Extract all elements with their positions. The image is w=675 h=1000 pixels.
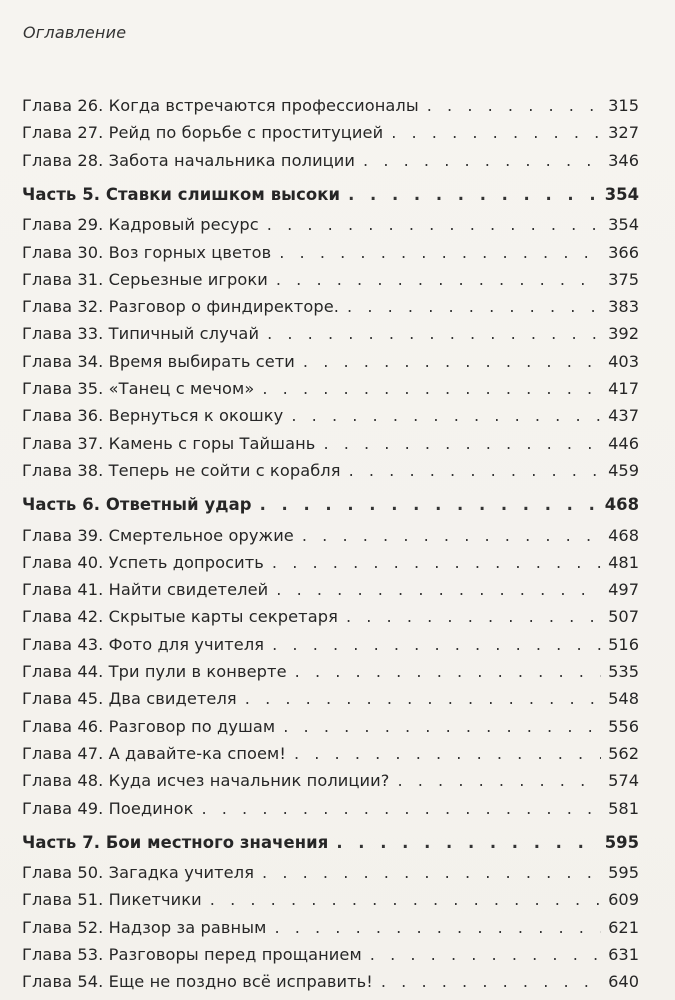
toc-entry-ch31 [22, 261, 639, 288]
entry-title: Глава 38. Теперь не сойти с корабля [22, 460, 341, 480]
entry-title: Глава 46. Разговор по душам [22, 716, 276, 736]
entry-page-number: 609 [608, 890, 639, 910]
entry-title: Глава 30. Воз горных цветов [22, 242, 272, 262]
dot-leader [381, 974, 601, 990]
entry-page-number: 516 [608, 634, 639, 654]
toc-entry-ch40 [22, 544, 639, 571]
dot-leader [274, 920, 601, 936]
entry-page-number: 446 [608, 433, 639, 453]
part-page-number: 595 [604, 832, 639, 852]
entry-page-number: 631 [608, 945, 639, 964]
entry-title: Глава 28. Забота начальника полиции [22, 150, 356, 170]
dot-leader [272, 637, 601, 653]
dot-leader [262, 865, 601, 881]
toc-entry-ch38 [22, 452, 639, 479]
toc-entry-ch36 [22, 397, 639, 424]
toc-entry-ch53 [22, 936, 639, 963]
toc-entry-ch50 [22, 854, 639, 881]
toc-part-5 [22, 176, 639, 203]
table-of-contents [22, 87, 639, 991]
entry-title: Глава 40. Успеть допросить [22, 552, 264, 572]
entry-title: Глава 29. Кадровый ресурс [22, 215, 259, 235]
entry-title: Глава 51. Пикетчики [22, 890, 202, 910]
toc-entry-ch43 [22, 626, 639, 653]
toc-entry-ch26 [22, 87, 639, 114]
entry-page-number: 507 [608, 607, 639, 627]
toc-entry-ch47 [22, 735, 639, 762]
dot-leader [349, 463, 601, 479]
entry-page-number: 468 [608, 525, 639, 545]
entry-page-number: 535 [608, 662, 639, 682]
toc-entry-ch41 [22, 571, 639, 598]
dot-leader [346, 609, 601, 625]
toc-entry-ch48 [22, 762, 639, 789]
entry-page-number: 562 [608, 743, 639, 763]
dot-leader [276, 582, 601, 598]
toc-entry-ch45 [22, 680, 639, 707]
entry-page-number: 581 [608, 798, 639, 818]
toc-entry-ch30 [22, 233, 639, 260]
entry-title: Глава 44. Три пули в конверте [22, 662, 287, 682]
dot-leader [276, 272, 601, 288]
entry-page-number: 375 [608, 269, 639, 289]
entry-title: Глава 45. Два свидетеля [22, 689, 237, 709]
dot-leader [363, 153, 601, 169]
toc-entry-ch49 [22, 789, 639, 816]
toc-entry-ch54 [22, 963, 639, 990]
dot-leader [245, 691, 601, 707]
toc-entry-ch27 [22, 114, 639, 141]
entry-title: Глава 50. Загадка учителя [22, 863, 255, 883]
entry-page-number: 437 [608, 406, 639, 426]
dot-leader [427, 98, 601, 114]
toc-entry-ch28 [22, 142, 639, 169]
entry-title: Глава 48. Куда исчез начальник полиции? [22, 771, 390, 791]
entry-page-number: 383 [608, 297, 639, 317]
entry-page-number: 354 [608, 215, 639, 235]
entry-title: Глава 53. Разговоры перед прощанием [22, 945, 362, 964]
entry-title: Глава 36. Вернуться к окошку [22, 406, 284, 426]
dot-leader [294, 746, 601, 762]
entry-page-number: 403 [608, 351, 639, 371]
toc-entry-ch52 [22, 909, 639, 936]
entry-title: Глава 52. Надзор за равным [22, 917, 267, 937]
toc-entry-ch39 [22, 516, 639, 543]
entry-page-number: 392 [608, 324, 639, 344]
part-page-number: 468 [604, 495, 639, 515]
dot-leader [397, 773, 601, 789]
entry-page-number: 497 [608, 580, 639, 600]
entry-page-number: 417 [608, 379, 639, 399]
entry-title: Глава 33. Типичный случай [22, 324, 260, 344]
dot-leader [260, 497, 601, 513]
entry-page-number: 548 [608, 689, 639, 709]
dot-leader [210, 892, 601, 908]
entry-page-number: 640 [608, 972, 639, 992]
dot-leader [370, 947, 601, 963]
entry-page-number: 595 [608, 863, 639, 883]
entry-title: Глава 49. Поединок [22, 798, 194, 818]
entry-title: Глава 43. Фото для учителя [22, 634, 265, 654]
toc-entry-ch33 [22, 315, 639, 342]
entry-page-number: 621 [608, 917, 639, 937]
entry-title: Глава 41. Найти свидетелей [22, 580, 269, 600]
toc-entry-ch51 [22, 881, 639, 908]
dot-leader [391, 125, 601, 141]
dot-leader [302, 528, 601, 544]
toc-entry-ch37 [22, 425, 639, 452]
dot-leader [347, 299, 601, 315]
dot-leader [336, 835, 600, 851]
dot-leader [267, 326, 601, 342]
dot-leader [295, 664, 601, 680]
dot-leader [262, 381, 601, 397]
part-title: Часть 7. Бои местного значения [22, 832, 329, 852]
dot-leader [291, 408, 601, 424]
toc-entry-ch29 [22, 206, 639, 233]
entry-page-number: 346 [608, 150, 639, 170]
dot-leader [201, 801, 601, 817]
toc-part-7 [22, 824, 639, 851]
entry-page-number: 574 [608, 771, 639, 791]
entry-title: Глава 37. Камень с горы Тайшань [22, 433, 316, 453]
dot-leader [283, 719, 601, 735]
dot-leader [303, 354, 601, 370]
entry-title: Глава 32. Разговор о финдиректоре. [22, 297, 340, 317]
entry-page-number: 556 [608, 716, 639, 736]
dot-leader [348, 187, 601, 203]
dot-leader [267, 217, 601, 233]
entry-title: Глава 26. Когда встречаются профессионалы [22, 96, 419, 116]
entry-page-number: 481 [608, 552, 639, 572]
entry-title: Глава 27. Рейд по борьбе с проституцией [22, 123, 384, 143]
entry-page-number: 315 [608, 96, 639, 116]
toc-entry-ch42 [22, 598, 639, 625]
part-title: Часть 5. Ставки слишком высоки [22, 184, 341, 204]
running-head: Оглавление [23, 23, 127, 42]
entry-title: Глава 35. «Танец с мечом» [22, 379, 255, 399]
entry-title: Глава 39. Смертельное оружие [22, 525, 294, 545]
dot-leader [272, 555, 601, 571]
entry-title: Глава 54. Еще не поздно всё исправить! [22, 972, 373, 992]
toc-entry-ch32 [22, 288, 639, 315]
entry-title: Глава 34. Время выбирать сети [22, 351, 295, 371]
part-title: Часть 6. Ответный удар [22, 495, 252, 515]
toc-entry-ch34 [22, 343, 639, 370]
entry-title: Глава 31. Серьезные игроки [22, 269, 268, 289]
entry-title: Глава 42. Скрытые карты секретаря [22, 607, 338, 627]
entry-page-number: 327 [608, 123, 639, 143]
entry-page-number: 366 [608, 242, 639, 262]
dot-leader [323, 436, 601, 452]
toc-entry-ch44 [22, 653, 639, 680]
part-page-number: 354 [604, 184, 639, 204]
dot-leader [279, 245, 601, 261]
toc-entry-ch35 [22, 370, 639, 397]
entry-title: Глава 47. А давайте-ка споем! [22, 743, 286, 763]
toc-part-6 [22, 486, 639, 513]
toc-entry-ch46 [22, 708, 639, 735]
entry-page-number: 459 [608, 460, 639, 480]
